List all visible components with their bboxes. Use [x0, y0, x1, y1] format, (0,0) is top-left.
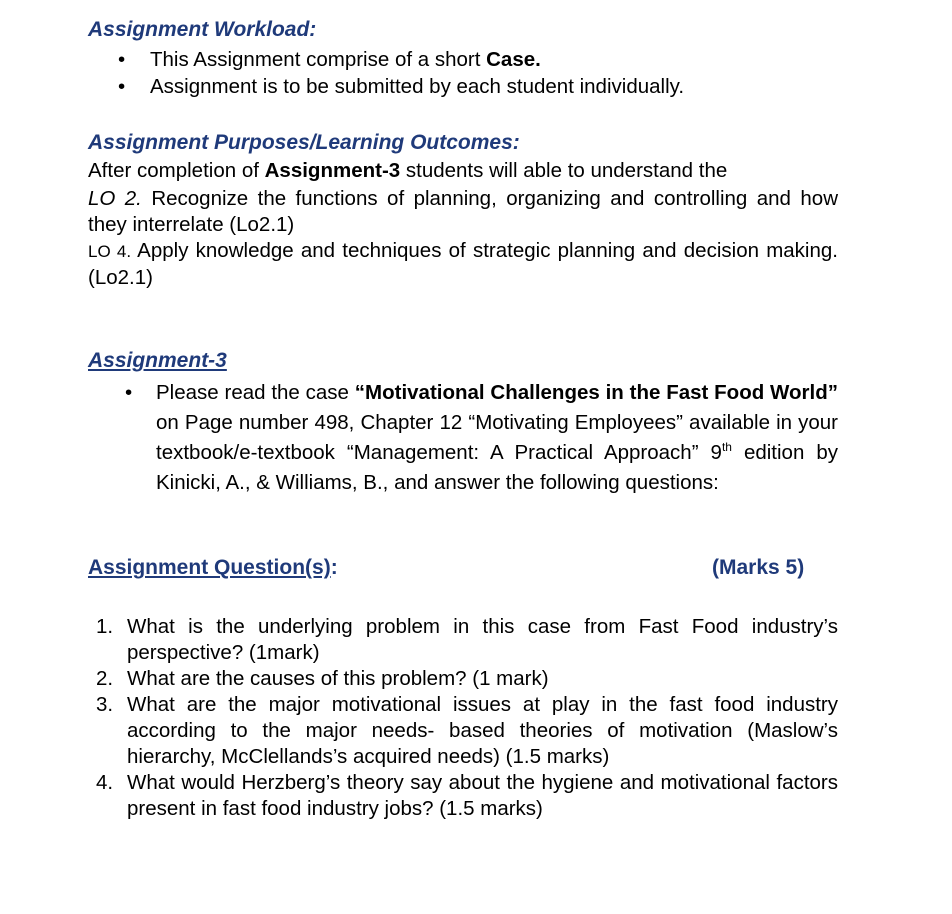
assignment-bullet	[125, 378, 838, 498]
question-item	[96, 614, 838, 666]
lo4-paragraph	[88, 238, 838, 291]
lo2-label: LO 2.	[88, 187, 142, 210]
lo2-paragraph	[88, 186, 838, 238]
workload-heading: Assignment Workload:	[88, 18, 317, 41]
question-text: What is the underlying problem in this case from Fast Food industry’s perspective? (1mark)	[127, 615, 838, 664]
workload-bullet-1-bold: Case.	[486, 48, 541, 71]
question-number: 1.	[96, 615, 114, 638]
outcomes-heading: Assignment Purposes/Learning Outcomes:	[88, 131, 520, 154]
question-item	[96, 770, 838, 822]
question-text: What are the causes of this problem? (1 mark)	[127, 667, 549, 690]
question-item	[96, 666, 838, 692]
question-number: 4.	[96, 771, 114, 794]
outcomes-intro-post: students will able to understand the	[400, 159, 728, 182]
workload-bullet-2-text: Assignment is to be submitted by each student individually.	[150, 75, 685, 98]
marks-label: (Marks 5)	[712, 556, 805, 579]
outcomes-intro-pre: After completion of	[88, 159, 265, 182]
lo2-text: Recognize the functions of planning, organizing and controlling and how they interrelate (Lo2.1)	[88, 187, 838, 236]
bullet-icon: •	[118, 75, 126, 98]
lo4-label: LO 4.	[88, 242, 132, 261]
questions-heading-colon: :	[330, 556, 338, 579]
bullet-icon: •	[118, 48, 126, 71]
question-item	[96, 692, 838, 770]
workload-bullet-2	[118, 74, 870, 100]
assignment-text-post: edition by Kinicki, A., & Williams, B., and answer the following questions:	[156, 441, 838, 494]
question-text: What would Herzberg’s theory say about the hygiene and motivational factors present in fast food industry jobs? (1.5 marks)	[127, 771, 838, 820]
assignment-case-title: “Motivational Challenges in the Fast Food World”	[354, 381, 838, 404]
workload-bullet-1	[118, 47, 870, 73]
questions-heading-row	[88, 555, 338, 581]
assignment-text-pre: Please read the case	[156, 381, 355, 404]
workload-bullet-1-text: This Assignment comprise of a short	[150, 48, 487, 71]
outcomes-intro-bold: Assignment-3	[264, 159, 401, 182]
assignment-text-mid: on Page number 498, Chapter 12 “Motivating Employees” available in your textbook/e-textbook “Management: A Practical Approach” 9	[156, 411, 838, 464]
outcomes-intro	[88, 158, 838, 184]
question-text: What are the major motivational issues at play in the fast food industry according to the major needs- based theories of motivation (Maslow’s hierarchy, McClellands’s acquired needs) (1.5 marks)	[127, 693, 838, 768]
assignment-heading: Assignment-3	[88, 349, 227, 372]
question-number: 3.	[96, 693, 114, 716]
edition-superscript: th	[721, 440, 732, 455]
bullet-icon: •	[125, 381, 133, 404]
lo4-text: Apply knowledge and techniques of strategic planning and decision making. (Lo2.1)	[88, 239, 838, 289]
questions-heading: Assignment Question(s)	[88, 556, 331, 579]
question-number: 2.	[96, 667, 114, 690]
